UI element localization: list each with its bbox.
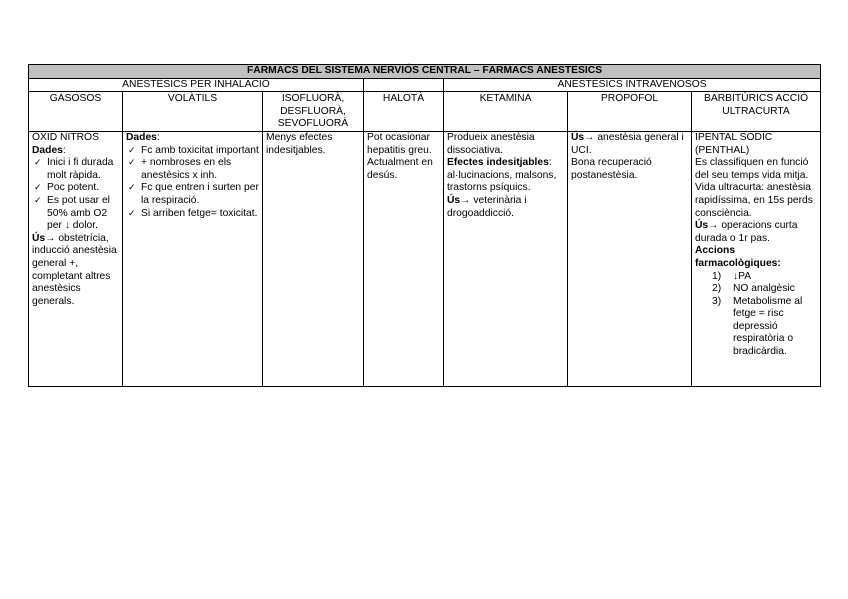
gasosos-us: Ús→ obstetrícia, inducció anestèsia general +, completant altres anestèsics generals. xyxy=(32,232,117,307)
list-item: ✓ Fc que entren i surten per la respiració. xyxy=(126,182,259,207)
gasosos-name: ÒXID NITRÓS xyxy=(32,131,99,143)
cell-propofol xyxy=(568,131,692,386)
header-gasosos: GASOSOS xyxy=(29,92,123,132)
cell-volatils xyxy=(123,131,263,386)
propofol-text: Bona recuperació postanestèsia. xyxy=(571,157,652,181)
cell-halota xyxy=(364,131,444,386)
list-item: 1) ↓PA xyxy=(712,270,752,282)
header-propofol: PROPOFOL xyxy=(568,92,692,132)
cell-gasosos xyxy=(29,131,123,386)
section-intravenous: ANESTÈSICS INTRAVENOSOS xyxy=(444,78,821,92)
barbiturics-text2: Vida ultracurta: anestèsia rapidíssima, en 15s perds consciència. xyxy=(695,182,813,219)
propofol-us: Ús→ anestèsia general i UCI. xyxy=(571,131,684,156)
barbiturics-us: Ús→ operacions curta durada o 1r pas. xyxy=(695,220,798,244)
cell-barbiturics xyxy=(692,131,821,386)
gasosos-list xyxy=(32,157,119,233)
ketamina-us: Ús→ veterinària i drogoaddicció. xyxy=(447,194,527,219)
section-spacer xyxy=(364,78,444,92)
isofluora-text: Menys efectes indesitjables. xyxy=(266,131,333,156)
ketamina-efectes: Efectes indesitjables: al·lucinacions, malsons, trastorns psíquics. xyxy=(447,157,557,194)
list-item: ✓ Fc amb toxicitat important xyxy=(126,145,259,158)
volatils-list xyxy=(126,145,259,221)
barbiturics-name: IPENTAL SÒDIC (PENTHAL) xyxy=(695,131,773,156)
list-item: 2) NO analgèsic xyxy=(712,283,795,295)
halota-text: Pot ocasionar hepatitis greu. Actualment en desús. xyxy=(367,131,433,181)
barbiturics-accions-heading: Accions farmacològiques: xyxy=(695,245,781,269)
list-item: ✓ + nombroses en els anestèsics x inh. xyxy=(126,157,259,182)
header-halota: HALOTÀ xyxy=(364,92,444,132)
cell-isofluora xyxy=(263,131,364,386)
list-item: ✓ Inici i fi durada molt ràpida. xyxy=(32,157,119,182)
pharmacology-table xyxy=(28,64,821,387)
ketamina-text: Produeix anestèsia dissociativa. xyxy=(447,131,535,156)
list-item: ✓ Poc potent. xyxy=(32,182,119,195)
section-inhalation: ANESTÈSICS PER INHALACIÓ xyxy=(29,78,364,92)
table-title: FÀRMACS DEL SISTEMA NERVIÓS CENTRAL – FÀRMACS ANESTÈSICS xyxy=(29,65,821,79)
volatils-dades-heading: Dades: xyxy=(126,131,160,143)
barbiturics-accions-list xyxy=(695,271,817,359)
list-item: ✓ Es pot usar el 50% amb O2 per ↓ dolor. xyxy=(32,195,119,233)
gasosos-dades-heading: Dades: xyxy=(32,144,66,156)
cell-ketamina xyxy=(444,131,568,386)
header-volatils: VOLÀTILS xyxy=(123,92,263,132)
list-item: 3) Metabolisme al fetge = risc depressió respiratòria o bradicàrdia. xyxy=(712,295,803,358)
barbiturics-text1: Es classifiquen en funció del seu temps vida mitja. xyxy=(695,157,809,181)
header-isofluora: ISOFLUORÀ, DESFLUORÀ, SEVOFLUORÀ xyxy=(263,92,364,132)
header-ketamina: KETAMINA xyxy=(444,92,568,132)
header-barbiturics: BARBITÚRICS ACCIÓ ULTRACURTA xyxy=(692,92,821,132)
list-item: ✓ Si arriben fetge= toxicitat. xyxy=(126,208,259,221)
